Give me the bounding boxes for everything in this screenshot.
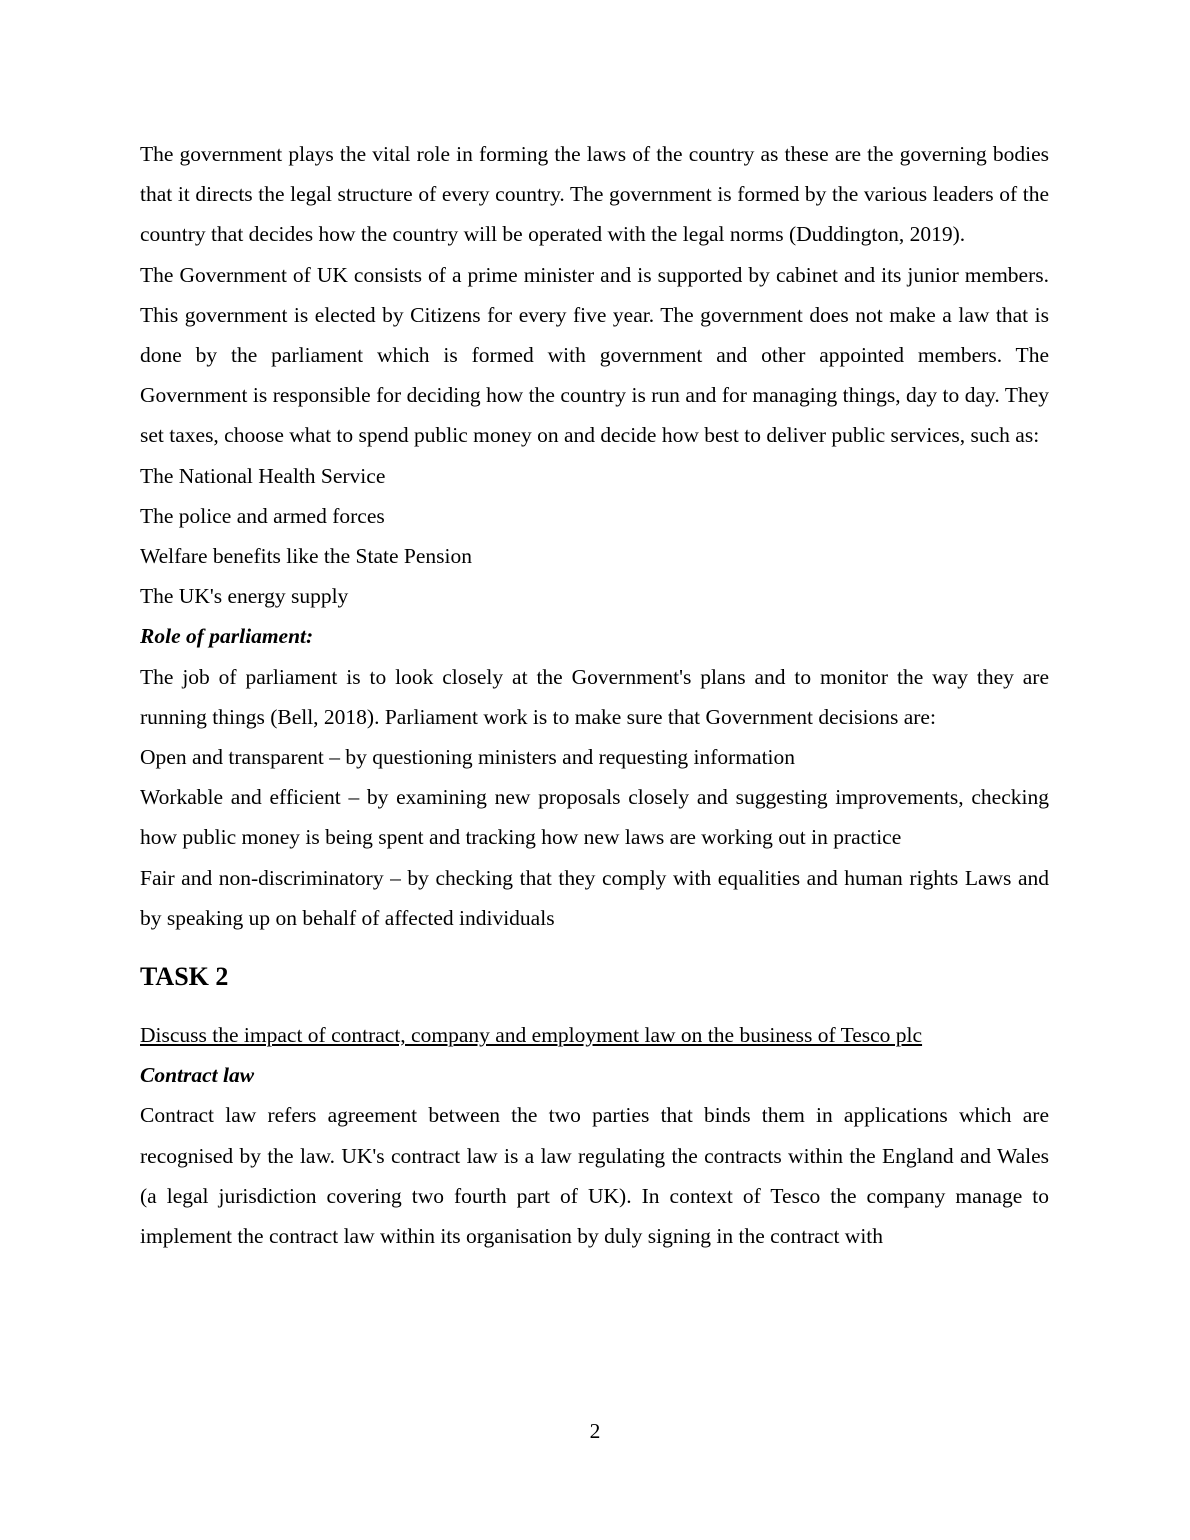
- paragraph-uk-government: The Government of UK consists of a prime minister and is supported by cabinet and its junior members. This government is elected by Citizens for every five year. The government does not make a law that is done by the parliament which is formed with government and other appointed members. The Government is responsible for deciding how the country is run and for managing things, day to day. They set taxes, choose what to spend public money on and decide how best to deliver public services, such as:: [140, 262, 1049, 448]
- paragraph-contract-law: Contract law refers agreement between the two parties that binds them in applications which are recognised by the law. UK's contract law is a law regulating the contracts within the England and Wales (a legal jurisdiction covering two fourth part of UK). In context of Tesco the company manage to implement the contract law within its organisation by duly signing in the contract with: [140, 1103, 1049, 1249]
- task-question: [140, 1015, 1049, 1055]
- task-heading: TASK 2: [140, 962, 229, 992]
- subheading-role-of-parliament: Role of parliament:: [140, 624, 314, 649]
- list-item-police: The police and armed forces: [140, 503, 385, 528]
- list-item-nhs: The National Health Service: [140, 463, 386, 488]
- list-item-energy: The UK's energy supply: [140, 584, 349, 609]
- list-item-workable-efficient: Workable and efficient – by examining new proposals closely and suggesting improvements, checking how public money is being spent and tracking how new laws are working out in practice: [140, 785, 1049, 850]
- page-number: 2: [589, 1419, 601, 1443]
- list-item-welfare: Welfare benefits like the State Pension: [140, 544, 473, 569]
- subheading-contract-law: Contract law: [140, 1063, 255, 1088]
- paragraph-parliament-job: The job of parliament is to look closely at the Government's plans and to monitor the way they are running things (Bell, 2018). Parliament work is to make sure that Government decisions are:: [140, 664, 1049, 729]
- list-item-fair-non-discriminatory: Fair and non-discriminatory – by checking that they comply with equalities and human rights Laws and by speaking up on behalf of affected individuals: [140, 865, 1049, 930]
- task-question-text: Discuss the impact of contract, company and employment law on the business of Tesco plc: [140, 1023, 923, 1048]
- paragraph-government-role: The government plays the vital role in forming the laws of the country as these are the governing bodies that it directs the legal structure of every country. The government is formed by the various leaders of the country that decides how the country will be operated with the legal norms (Duddington, 2019).: [140, 142, 1049, 247]
- page-content: [140, 134, 1049, 1256]
- list-item-open-transparent: Open and transparent – by questioning ministers and requesting information: [140, 745, 796, 770]
